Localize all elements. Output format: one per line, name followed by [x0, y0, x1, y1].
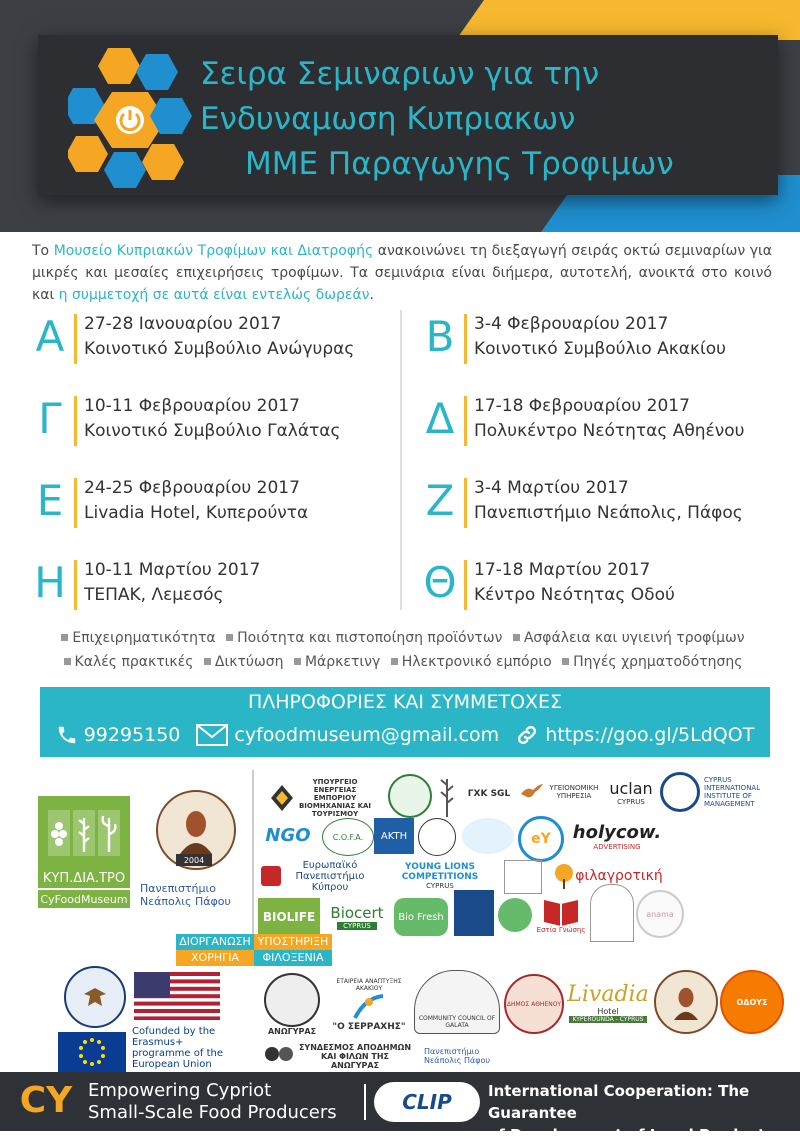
yellow-stripe	[456, 0, 800, 40]
seminar-bar	[464, 478, 467, 528]
phone-contact[interactable]	[56, 724, 181, 746]
logos-divider	[252, 770, 254, 955]
holycow-text: holycow.	[572, 821, 662, 843]
seminar-place: Πανεπιστήμιο Νεάπολις, Πάφος	[474, 503, 743, 523]
header-banner	[0, 0, 800, 232]
livadia-logo	[566, 974, 650, 1030]
seminar-place: ΤΕΠΑΚ, Λεμεσός	[84, 585, 224, 605]
seminar-bar	[74, 396, 77, 446]
phone-number: 99295150	[83, 724, 181, 746]
phone-icon	[56, 724, 78, 746]
uclan-text: uclan	[609, 778, 653, 798]
topic: Ασφάλεια και υγιεινή τροφίμων	[523, 630, 745, 646]
topics-row-1	[0, 626, 800, 650]
neapolis-logo: Πανεπιστήμιο Νεάπολις Πάφου	[140, 882, 231, 908]
email-contact[interactable]	[196, 724, 499, 746]
uclan-sub: CYPRUS	[617, 797, 645, 806]
bullet-icon	[391, 658, 398, 665]
info-heading: ΠΛΗΡΟΦΟΡΙΕΣ ΚΑΙ ΣΥΜΜΕΤΟΧΕΣ	[247, 691, 563, 713]
seminar-bar	[74, 560, 77, 610]
seminar-bar	[464, 560, 467, 610]
serraxis-name: "Ο ΣΕΡΡΑΧΗΣ"	[332, 1022, 406, 1032]
topics-list	[0, 626, 800, 674]
title-line-1: Σειρα Σεμιναριων για την	[200, 56, 600, 92]
seminar-dates: 10-11 Φεβρουαρίου 2017	[84, 396, 300, 416]
health-logo	[516, 772, 606, 812]
seminar-schedule	[30, 310, 780, 620]
seminar-item	[420, 392, 780, 452]
bullet-icon	[294, 658, 301, 665]
bullet-icon	[204, 658, 211, 665]
galata-name: COMMUNITY COUNCIL OF GALATA	[418, 1015, 496, 1029]
seminar-item	[420, 474, 780, 534]
ciim-name: CYPRUS INTERNATIONAL INSTITUTE OF MANAGEMENT	[704, 776, 761, 808]
tepak-year: 2004	[176, 854, 212, 866]
neapolis-logo-2: Πανεπιστήμιο Νεάπολις Πάφου	[424, 1047, 491, 1065]
ministry-logo	[262, 770, 382, 826]
title-line-2: Ενδυναμωση Κυπριακων	[200, 101, 576, 137]
email-address: cyfoodmuseum@gmail.com	[234, 724, 500, 746]
cy-logo: CY	[19, 1080, 73, 1121]
wheat-icon	[435, 773, 459, 817]
galata-logo	[414, 970, 500, 1034]
tag-support: ΥΠΟΣΤΗΡΙΞΗ	[254, 934, 332, 950]
estia-name: Εστία Γνώσης	[536, 926, 586, 934]
ey-logo: eY	[518, 816, 564, 862]
eu-stars-icon	[72, 1037, 112, 1067]
seminar-bar	[74, 314, 77, 364]
athienou-name: ΔΗΜΟΣ ΑΘΗΕΝΟΥ	[506, 1000, 562, 1008]
health-name: ΥΓΕΙΟΝΟΜΙΚΗ ΥΠΗΡΕΣΙΑ	[549, 784, 599, 800]
arch-logo	[590, 884, 634, 942]
link-icon	[515, 723, 539, 747]
seminar-letter: Γ	[38, 394, 62, 443]
seminar-place: Κοινοτικό Συμβούλιο Γαλάτας	[84, 421, 341, 441]
ciim-emblem-icon	[660, 772, 700, 812]
intro-free: η συμμετοχή σε αυτά είναι εντελώς δωρεάν	[58, 287, 370, 303]
anogyra-logo	[260, 970, 324, 1038]
footer-bar	[0, 1072, 800, 1144]
bullet-icon	[226, 634, 233, 641]
europaiko-name: Ευρωπαϊκό Πανεπιστήμιο Κύπρου	[295, 859, 365, 893]
page-title	[200, 52, 770, 187]
ciim-logo	[660, 770, 790, 814]
cyprus-map-icon	[519, 782, 545, 802]
topics-row-2	[0, 650, 800, 674]
seminar-item	[30, 556, 390, 616]
envelope-icon	[196, 724, 228, 746]
seminar-place: Πολυκέντρο Νεότητας Αθηένου	[474, 421, 745, 441]
tag-organisation: ΔΙΟΡΓΑΝΩΣΗ	[176, 934, 254, 950]
holycow-sub: ADVERTISING	[593, 842, 641, 851]
museum-name-english: CyFoodMuseum	[38, 890, 130, 908]
topic: Δικτύωση	[214, 654, 284, 670]
serraxis-logo	[328, 970, 410, 1040]
seminar-item	[420, 556, 780, 616]
hexagon-power-icon	[68, 40, 198, 190]
intro-text	[32, 240, 772, 306]
bullet-icon	[562, 658, 569, 665]
seminar-item	[420, 310, 780, 370]
anogyra-emblem-icon	[264, 973, 320, 1027]
biocert-sub: CYPRUS	[337, 922, 377, 930]
footer-right-line-1: International Cooperation: The Guarantee	[488, 1082, 750, 1122]
europaiko-emblem-icon	[261, 866, 281, 886]
heads-icon	[262, 1044, 296, 1068]
ministry-name: ΥΠΟΥΡΓΕΙΟ ΕΝΕΡΓΕΙΑΣ ΕΜΠΟΡΙΟΥ ΒΙΟΜΗΧΑΝΙΑΣ ΚΑΙ ΤΟΥΡΙΣΜΟΥ	[298, 778, 372, 818]
topic: Καλές πρακτικές	[74, 654, 194, 670]
wheat-logo	[432, 772, 462, 818]
akti-logo: AKTH	[374, 818, 414, 854]
biofresh-logo: Bio Fresh	[394, 898, 448, 936]
seminar-bar	[464, 396, 467, 446]
seminar-bar	[464, 314, 467, 364]
seminar-place: Κοινοτικό Συμβούλιο Ακακίου	[474, 339, 726, 359]
dancer-icon	[349, 992, 389, 1022]
europaiko-logo	[258, 858, 378, 894]
seminar-dates: 3-4 Μαρτίου 2017	[474, 478, 629, 498]
syndesmos-logo	[258, 1042, 418, 1070]
syndesmos-name: ΣΥΝΔΕΣΜΟΣ ΑΠΟΔΗΜΩΝ ΚΑΙ ΦΙΛΩΝ ΤΗΣ ΑΝΩΓΥΡΑΣ	[298, 1042, 412, 1070]
us-seal-logo	[64, 966, 126, 1028]
footer-left-text	[88, 1080, 337, 1124]
seminar-place: Κοινοτικό Συμβούλιο Ανώγυρας	[84, 339, 355, 359]
seminar-item	[30, 310, 390, 370]
portrait-icon	[176, 806, 216, 854]
portrait-icon	[671, 984, 701, 1020]
younglions-logo	[380, 858, 500, 894]
topic: Ποιότητα και πιστοποίηση προϊόντων	[237, 630, 503, 646]
tag-hospitality: ΦΙΛΟΞΕΝΙΑ	[254, 950, 332, 966]
footer-right-text	[488, 1080, 800, 1146]
filagrotiki-name: φιλαγροτική	[575, 868, 663, 884]
seminar-letter: Θ	[423, 558, 457, 607]
seminar-place: Livadia Hotel, Κυπερούντα	[84, 503, 309, 523]
topic: Επιχειρηματικότητα	[72, 630, 216, 646]
url-link[interactable]	[515, 723, 754, 747]
seminar-letter: Η	[34, 558, 66, 607]
contact-line	[40, 723, 770, 747]
title-line-3: ΜΜΕ Παραγωγης Τροφιμων	[245, 146, 674, 182]
ministry-emblem-icon	[269, 783, 295, 813]
livadia-place: KYPEROUNDA - CYPRUS	[569, 1016, 648, 1023]
grid-logo	[418, 818, 456, 856]
livadia-sub: Hotel	[597, 1006, 619, 1016]
seminar-letter: Β	[425, 312, 455, 361]
footer-right-line-2: of Development of Local Products	[488, 1126, 775, 1144]
tepak-seal-logo-2	[654, 970, 718, 1034]
topic: Ηλεκτρονικό εμπόριο	[401, 654, 552, 670]
athienou-logo	[504, 974, 564, 1034]
footer-left-line-1: Empowering Cypriot	[88, 1080, 272, 1101]
footer-left-line-2: Small-Scale Food Producers	[88, 1102, 337, 1123]
erasmus-text: Cofunded by the Erasmus+ programme of the European Union	[132, 1026, 223, 1070]
seminar-letter: Δ	[425, 394, 455, 443]
us-flag-icon	[134, 972, 220, 1020]
seminar-dates: 17-18 Φεβρουαρίου 2017	[474, 396, 690, 416]
gxk-logo: ΓΧΚ SGL	[467, 789, 511, 799]
intro-part-1: Το	[32, 243, 54, 259]
seminar-item	[30, 392, 390, 452]
museum-logo	[38, 796, 130, 868]
green-circle-logo	[498, 898, 532, 932]
tag-sponsorship: ΧΟΡΗΓΙΑ	[176, 950, 254, 966]
wheat-grapes-icon	[44, 804, 124, 860]
book-icon	[542, 894, 580, 926]
anama-logo: anama	[636, 890, 684, 938]
clip-text: CLIP	[402, 1090, 452, 1114]
seminar-item	[30, 474, 390, 534]
topic: Πηγές χρηματοδότησης	[573, 654, 743, 670]
seminar-bar	[74, 478, 77, 528]
anogyra-name: ΑΝΩΓΥΡΑΣ	[267, 1026, 317, 1036]
biolife-logo: BIOLIFE	[258, 898, 320, 936]
sponsor-logos	[0, 760, 800, 1072]
uclan-logo	[606, 772, 656, 812]
seminar-place: Κέντρο Νεότητας Οδού	[474, 585, 675, 605]
odou-logo: ΟΔΟΥΣ	[720, 970, 784, 1034]
eagle-icon	[80, 982, 110, 1012]
seminar-dates: 24-25 Φεβρουαρίου 2017	[84, 478, 300, 498]
bullet-icon	[61, 634, 68, 641]
younglions-sub: CYPRUS	[426, 882, 454, 890]
akakiou-name: ΕΤΑΙΡΕΙΑ ΑΝΑΠΤΥΞΗΣ ΑΚΑΚΙΟΥ	[336, 978, 402, 992]
url-text: https://goo.gl/5LdQOT	[545, 724, 755, 746]
seminar-letter: Ε	[36, 476, 64, 525]
ngo-logo: NGO	[265, 824, 311, 846]
intro-part-2: ανακοινώνει τη διεξαγωγή σειράς οκτώ σεμιναρίων για μικρές και μεσαίες επιχειρήσεις τροφίμων. Τα σεμινάρια είναι διήμερα, αυτοτελή, ανοικτά στο κοινό και	[32, 243, 772, 303]
seminar-letter: Α	[35, 312, 65, 361]
intro-part-3: .	[369, 287, 374, 303]
seminar-dates: 27-28 Ιανουαρίου 2017	[84, 314, 282, 334]
blue-square-logo	[454, 890, 494, 936]
blue-circle-logo	[462, 818, 514, 854]
intro-org: Μουσείο Κυπριακών Τροφίμων και Διατροφής	[53, 243, 374, 259]
seminar-dates: 3-4 Φεβρουαρίου 2017	[474, 314, 669, 334]
circle-logo-1	[388, 774, 432, 818]
bullet-icon	[513, 634, 520, 641]
info-box	[40, 684, 770, 757]
seminar-letter: Ζ	[425, 476, 455, 525]
clip-logo	[374, 1082, 480, 1122]
younglions-text: YOUNG LIONS COMPETITIONS	[401, 862, 479, 882]
holycow-logo	[562, 818, 672, 854]
cofa-logo: C.O.F.A.	[322, 818, 374, 856]
biocert-text: Biocert	[330, 904, 384, 922]
topic: Μάρκετινγ	[304, 654, 381, 670]
seminar-dates: 17-18 Μαρτίου 2017	[474, 560, 651, 580]
footer-divider	[364, 1084, 366, 1120]
biocert-logo	[324, 896, 390, 938]
estia-logo	[536, 886, 586, 942]
column-divider	[400, 310, 402, 610]
eu-flag-logo	[58, 1032, 126, 1072]
museum-name-greek: ΚΥΠ.ΔΙΑ.ΤΡΟ	[38, 868, 130, 888]
bullet-icon	[64, 658, 71, 665]
seminar-dates: 10-11 Μαρτίου 2017	[84, 560, 261, 580]
livadia-name: Livadia	[567, 981, 649, 1007]
